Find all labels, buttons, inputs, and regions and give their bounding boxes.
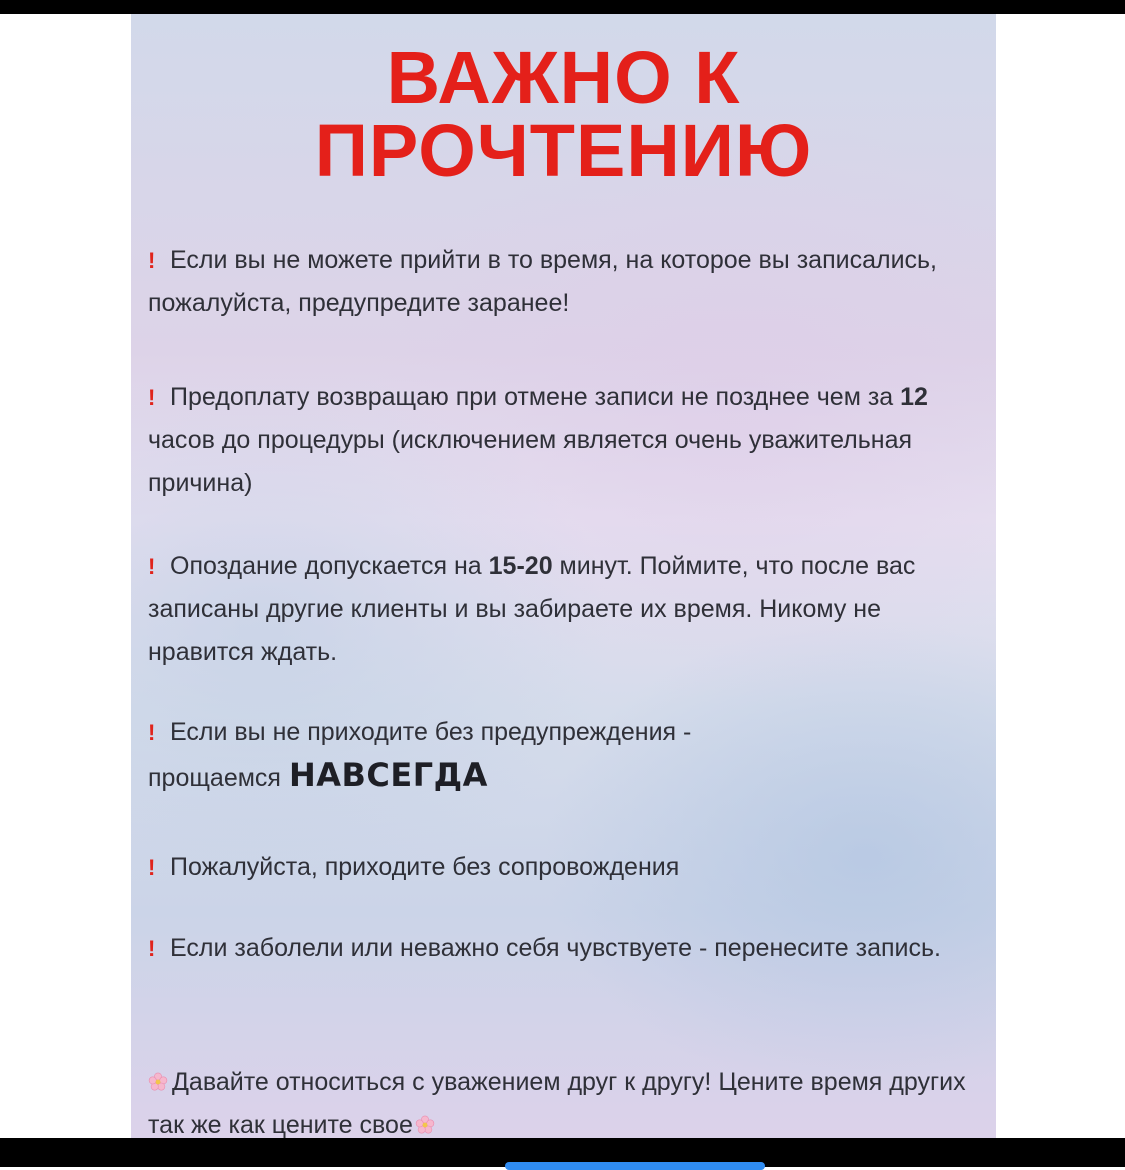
title-line-1: ВАЖНО К [386,36,741,119]
rule-no-companions [148,846,988,889]
rule-text: Если вы не приходите без предупреждения - прощаемся [148,718,692,792]
rule-hours-value: 12 [900,383,928,411]
rule-illness [148,927,988,970]
red-exclamation-icon: ! [148,720,156,745]
rule-prepayment [148,376,988,505]
red-exclamation-icon: ! [148,554,156,579]
red-exclamation-icon: ! [148,248,156,273]
notice-card [131,14,996,1138]
rule-minutes-value: 15-20 [488,552,553,580]
top-black-bar [0,0,1125,14]
rule-text: часов до процедуры (исключением является очень уважительная причина) [148,426,913,497]
rule-advance-notice [148,239,988,325]
closing-text: Давайте относиться с уважением друг к другу! Цените время других так же как цените свое [148,1068,966,1138]
rule-text: Предоплату возвращаю при отмене записи не позднее чем за [170,383,901,411]
forever-emphasis: НАВСЕГДА [288,756,488,794]
cherry-blossom-icon [415,1115,435,1135]
cherry-blossom-icon [148,1072,168,1092]
red-exclamation-icon: ! [148,385,156,410]
rule-text: минут. Поймите, что после вас записаны другие клиенты и вы забираете их время. Никому не нравится ждать. [148,552,916,666]
rule-text: Если вы не можете прийти в то время, на которое вы записались, пожалуйста, предупредите заранее! [148,246,938,317]
rule-text: Пожалуйста, приходите без сопровождения [170,853,680,881]
rule-no-show [148,711,988,800]
closing-message [148,1061,988,1138]
title-line-2: ПРОЧТЕНИЮ [314,109,813,192]
rule-text: Опоздание допускается на [170,552,489,580]
rule-text: Если заболели или неважно себя чувствуете - перенесите запись. [170,934,941,962]
red-exclamation-icon: ! [148,936,156,961]
home-indicator[interactable] [505,1162,765,1170]
rule-lateness [148,545,988,674]
red-exclamation-icon: ! [148,855,156,880]
